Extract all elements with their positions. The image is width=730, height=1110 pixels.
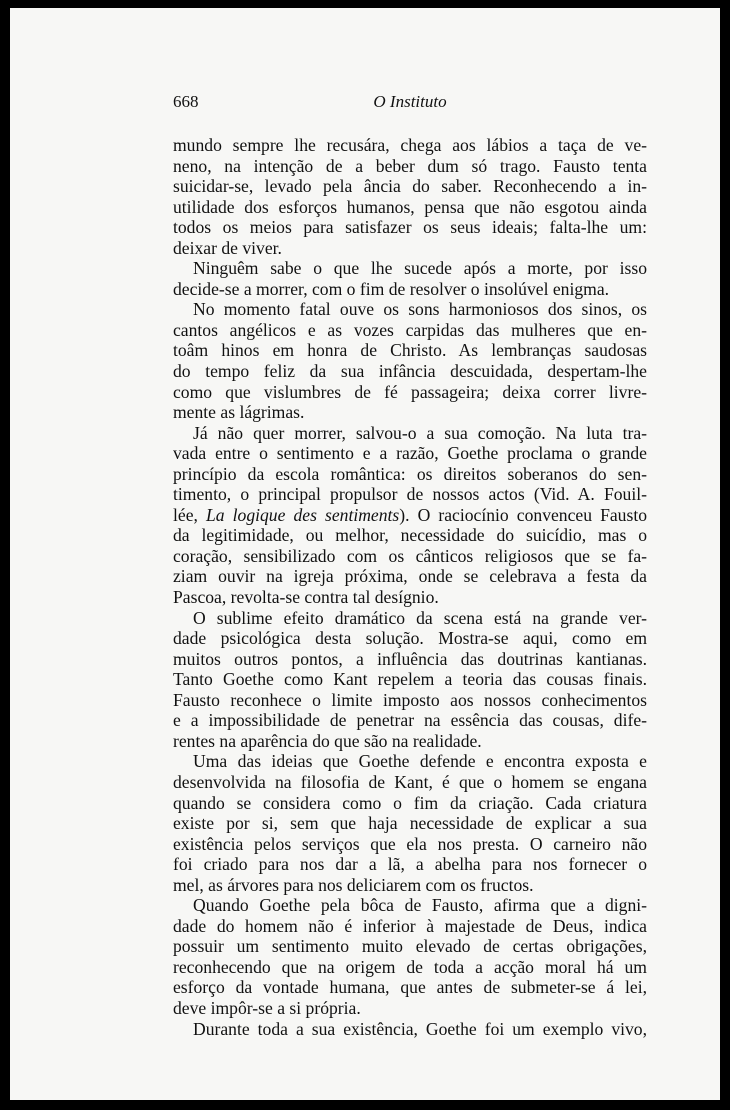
text-line: Já não quer morrer, salvou-o a sua comoção. Na luta tra- <box>193 422 647 443</box>
text-line: possuir um sentimento muito elevado de certas obrigações, <box>173 936 647 957</box>
running-title: O Instituto <box>373 92 447 111</box>
text-line: No momento fatal ouve os sons harmoniosos dos sinos, os <box>193 299 647 320</box>
text-line: Uma das ideias que Goethe defende e encontra exposta e <box>193 751 647 772</box>
paragraph <box>173 258 647 299</box>
text-line: quando se considera como o fim da criação. Cada criatura <box>173 792 647 813</box>
page-number: 668 <box>173 92 199 111</box>
text-line: cantos angélicos e as vozes carpidas das mulheres que en- <box>173 319 647 340</box>
text-line: como que vislumbres de fé passageira; deixa correr livre- <box>173 381 647 402</box>
text-line: mundo sempre lhe recusára, chega aos lábios a taça de ve- <box>173 135 647 155</box>
text-line: O sublime efeito dramático da scena está na grande ver- <box>193 607 647 628</box>
body-text <box>173 135 647 1039</box>
scanned-page <box>10 8 720 1100</box>
text-line: toâm hinos em honra de Christo. As lembranças saudosas <box>173 340 647 361</box>
text-line: desenvolvida na filosofia de Kant, é que o homem se engana <box>173 771 647 792</box>
text-line: e a impossibilidade de penetrar na essência das cousas, dife- <box>173 710 647 731</box>
paragraph <box>173 751 647 895</box>
paragraph <box>173 423 647 608</box>
text-line: Quando Goethe pela bôca de Fausto, afirma que a digni- <box>193 895 647 916</box>
text-line: existência pelos serviços que ela nos presta. O carneiro não <box>173 833 647 854</box>
text-line: reconhecendo que na origem de toda a acção moral há um <box>173 956 647 977</box>
text-line: ziam ouvir na igreja próxima, onde se celebrava a festa da <box>173 566 647 587</box>
text-line: Fausto reconhece o limite imposto aos nossos conhecimentos <box>173 689 647 710</box>
text-line: mente as lágrimas. <box>173 402 305 423</box>
text-line: suicidar-se, levado pela ância do saber. Reconhecendo a in- <box>173 176 647 197</box>
paragraph <box>173 1019 647 1040</box>
text-line: lée, La logique des sentiments). O raciocínio convenceu Fausto <box>173 504 648 525</box>
text-line: da legitimidade, ou melhor, necessidade do suicídio, mas o <box>173 525 647 546</box>
paragraph <box>173 135 647 258</box>
text-line: utilidade dos esforços humanos, pensa que não esgotou ainda <box>173 196 647 217</box>
text-line: muitos outros pontos, a influência das doutrinas kantianas. <box>173 648 647 669</box>
text-line: decide-se a morrer, com o fim de resolver o insolúvel enigma. <box>173 278 610 299</box>
paragraph <box>173 608 647 752</box>
text-line: deve impôr-se a si própria. <box>173 997 361 1018</box>
text-line: existe por si, sem que haja necessidade de explicar a sua <box>173 813 647 834</box>
page-header <box>173 92 647 116</box>
text-line: foi criado para nos dar a lã, a abelha para nos fornecer o <box>173 854 647 875</box>
text-line: neno, na intenção de a beber dum só trago. Fausto tenta <box>173 155 647 176</box>
text-line: rentes na aparência do que são na realidade. <box>173 730 482 751</box>
paragraph <box>173 895 647 1018</box>
paragraph <box>173 299 647 422</box>
text-line: do tempo feliz da sua infância descuidada, despertam-lhe <box>173 361 647 382</box>
text-line: timento, o principal propulsor de nossos actos (Vid. A. Fouil- <box>173 484 647 505</box>
text-line: Pascoa, revolta-se contra tal desígnio. <box>173 587 439 608</box>
text-line: Tanto Goethe como Kant repelem a teoria das cousas finais. <box>173 669 647 690</box>
text-line: Ninguêm sabe o que lhe sucede após a morte, por isso <box>193 258 647 279</box>
text-line: coração, sensibilizado com os cânticos religiosos que se fa- <box>173 545 647 566</box>
text-line: esforço da vontade humana, que antes de submeter-se á lei, <box>173 977 647 998</box>
italic-title: La logique des sentiments <box>205 504 400 525</box>
text-line: mel, as árvores para nos deliciarem com os fructos. <box>173 874 534 895</box>
text-line: Durante toda a sua existência, Goethe foi um exemplo vivo, <box>193 1018 647 1039</box>
text-line: dade psicológica desta solução. Mostra-se aqui, como em <box>173 628 647 649</box>
text-line: deixar de viver. <box>173 237 282 258</box>
text-line: princípio da escola romântica: os direitos soberanos do sen- <box>173 463 647 484</box>
text-line: dade do homem não é inferior à majestade de Deus, indica <box>173 915 647 936</box>
text-line: todos os meios para satisfazer os seus ideais; falta-lhe um: <box>173 217 647 238</box>
text-line: vada entre o sentimento e a razão, Goethe proclama o grande <box>173 443 647 464</box>
